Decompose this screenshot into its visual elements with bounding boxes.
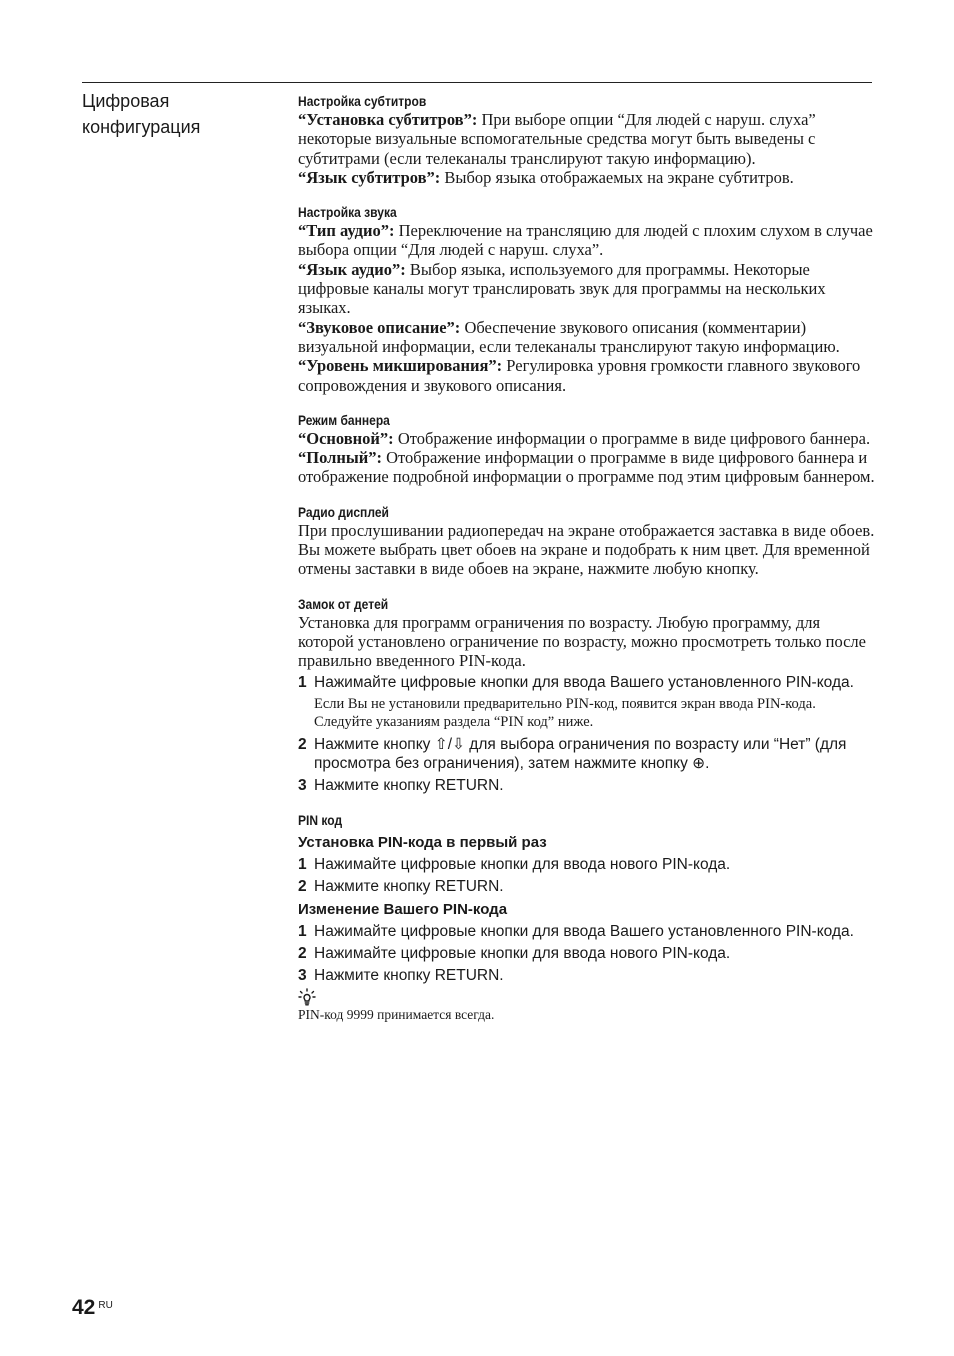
sound-mix-paragraph: [298, 356, 876, 395]
sound-type-text: Переключение на трансляцию для людей с плохим слухом в случае выбора опции “Для людей с наруш. слуха”.: [298, 221, 873, 260]
sound-desc-text: Обеспечение звукового описания (комментарии) визуальной информации, если телеканалы транслируют такую информацию.: [298, 317, 840, 356]
step-number: 1: [298, 922, 307, 940]
subtitles-lang-text: Выбор языка отображаемых на экране субтитров.: [440, 167, 794, 187]
child-lock-step-1: [298, 673, 876, 692]
sound-mix-label: “Уровень микширования”:: [298, 356, 503, 376]
pin-change-step-3: [298, 966, 876, 985]
pin-heading: PIN код: [298, 811, 343, 828]
subtitles-lang-label: “Язык субтитров”:: [298, 167, 441, 187]
sound-type-label: “Тип аудио”:: [298, 221, 395, 241]
pin-change-step-2: [298, 944, 876, 963]
child-lock-heading: Замок от детей: [298, 595, 389, 612]
main-content: [298, 92, 876, 1039]
sound-lang-paragraph: [298, 260, 876, 318]
pin-first-title: Установка PIN-кода в первый раз: [298, 833, 547, 851]
radio-section: [298, 503, 876, 579]
step-text: Нажимайте цифровые кнопки для ввода Вашего установленного PIN-кода.: [314, 922, 854, 940]
step-text: Нажимайте цифровые кнопки для ввода Вашего установленного PIN-кода.: [314, 673, 854, 691]
step-text: Нажимайте цифровые кнопки для ввода нового PIN-кода.: [314, 855, 731, 873]
sound-lang-label: “Язык аудио”:: [298, 259, 406, 279]
step-text: Нажмите кнопку RETURN.: [314, 877, 504, 895]
child-lock-note: Если Вы не установили предварительно PIN-код, появится экран ввода PIN-кода. Следуйте указаниям раздела “PIN код” ниже.: [314, 695, 816, 730]
up-down-arrows-icon: ⇧/⇩: [434, 735, 465, 753]
step-number: 1: [298, 673, 307, 691]
child-lock-text: Установка для программ ограничения по возрасту. Любую программу, для которой установлено ограничение по возрасту, можно просмотреть только после правильно введенного PIN-кода.: [298, 612, 866, 671]
sound-desc-label: “Звуковое описание”:: [298, 317, 461, 337]
lightbulb-icon: [298, 988, 316, 1006]
subtitles-install-text: При выборе опции “Для людей с наруш. слуха” некоторые визуальные вспомогательные средства могут быть выведены с субтитрами (если телеканалы транслируют такую информацию).: [298, 110, 816, 168]
banner-section: [298, 411, 876, 487]
subtitles-section: [298, 92, 876, 187]
sound-mix-text: Регулировка уровня громкости главного звукового сопровождения и звукового описания.: [298, 356, 861, 395]
child-lock-step-2: [298, 735, 876, 773]
sound-desc-paragraph: [298, 318, 876, 357]
sound-lang-text: Выбор языка, используемого для программы. Некоторые цифровые каналы могут транслировать звук для программы на нескольких языках.: [298, 259, 826, 318]
sound-heading: Настройка звука: [298, 204, 397, 221]
banner-heading: Режим баннера: [298, 411, 390, 428]
step-number: 1: [298, 855, 307, 873]
step-text: Нажмите кнопку RETURN.: [314, 966, 504, 984]
step-text-c: .: [705, 754, 710, 772]
sound-type-paragraph: [298, 221, 876, 260]
subtitles-install-label: “Установка субтитров”:: [298, 110, 478, 129]
ok-button-icon: ⊕: [692, 754, 706, 772]
banner-basic-text: Отображение информации о программе в виде цифрового баннера.: [393, 428, 871, 448]
banner-basic-paragraph: [298, 429, 876, 448]
pin-first-step-2: [298, 877, 876, 896]
step-text: Нажмите кнопку RETURN.: [314, 776, 504, 794]
section-title: [82, 88, 282, 140]
step-number: 2: [298, 877, 307, 895]
radio-heading: Радио дисплей: [298, 503, 389, 520]
step-number: 2: [298, 735, 307, 753]
pin-tip-text: PIN-код 9999 принимается всегда.: [298, 1006, 495, 1022]
subtitles-heading: Настройка субтитров: [298, 93, 427, 109]
pin-first-step-1: [298, 855, 876, 874]
child-lock-step-3: [298, 776, 876, 795]
step-number: 2: [298, 944, 307, 962]
step-text: Нажимайте цифровые кнопки для ввода нового PIN-кода.: [314, 944, 731, 962]
child-lock-section: [298, 595, 876, 795]
banner-basic-label: “Основной”:: [298, 428, 394, 448]
banner-full-text: Отображение информации о программе в виде цифрового баннера и отображение подробной информации о программе под этим цифровым баннером.: [298, 448, 875, 487]
page-locale: RU: [98, 1300, 113, 1311]
header-rule: [82, 82, 872, 83]
pin-change-step-1: [298, 922, 876, 941]
sound-section: [298, 203, 876, 395]
step-text-a: Нажмите кнопку: [314, 735, 435, 753]
step-text-b: для выбора ограничения по возрасту или “Нет” (для просмотра без ограничения), затем нажмите кнопку: [314, 735, 847, 772]
page-number-value: 42: [72, 1296, 96, 1319]
subtitles-install-paragraph: [298, 110, 876, 168]
pin-change-title: Изменение Вашего PIN-кода: [298, 900, 508, 918]
banner-full-paragraph: [298, 448, 876, 487]
radio-text: При прослушивании радиопередач на экране отображается заставка в виде обоев. Вы можете выбрать цвет обоев на экране и подобрать к ним цвет. Для временной отмены заставки в виде обоев на экране, нажмите любую кнопку.: [298, 520, 875, 579]
step-number: 3: [298, 966, 307, 984]
section-title-line2: конфигурация: [82, 117, 201, 137]
subtitles-lang-paragraph: [298, 168, 876, 187]
banner-full-label: “Полный”:: [298, 448, 383, 468]
page-number: [72, 1296, 113, 1320]
pin-section: [298, 811, 876, 1023]
step-number: 3: [298, 776, 307, 794]
section-title-line1: Цифровая: [82, 91, 170, 111]
